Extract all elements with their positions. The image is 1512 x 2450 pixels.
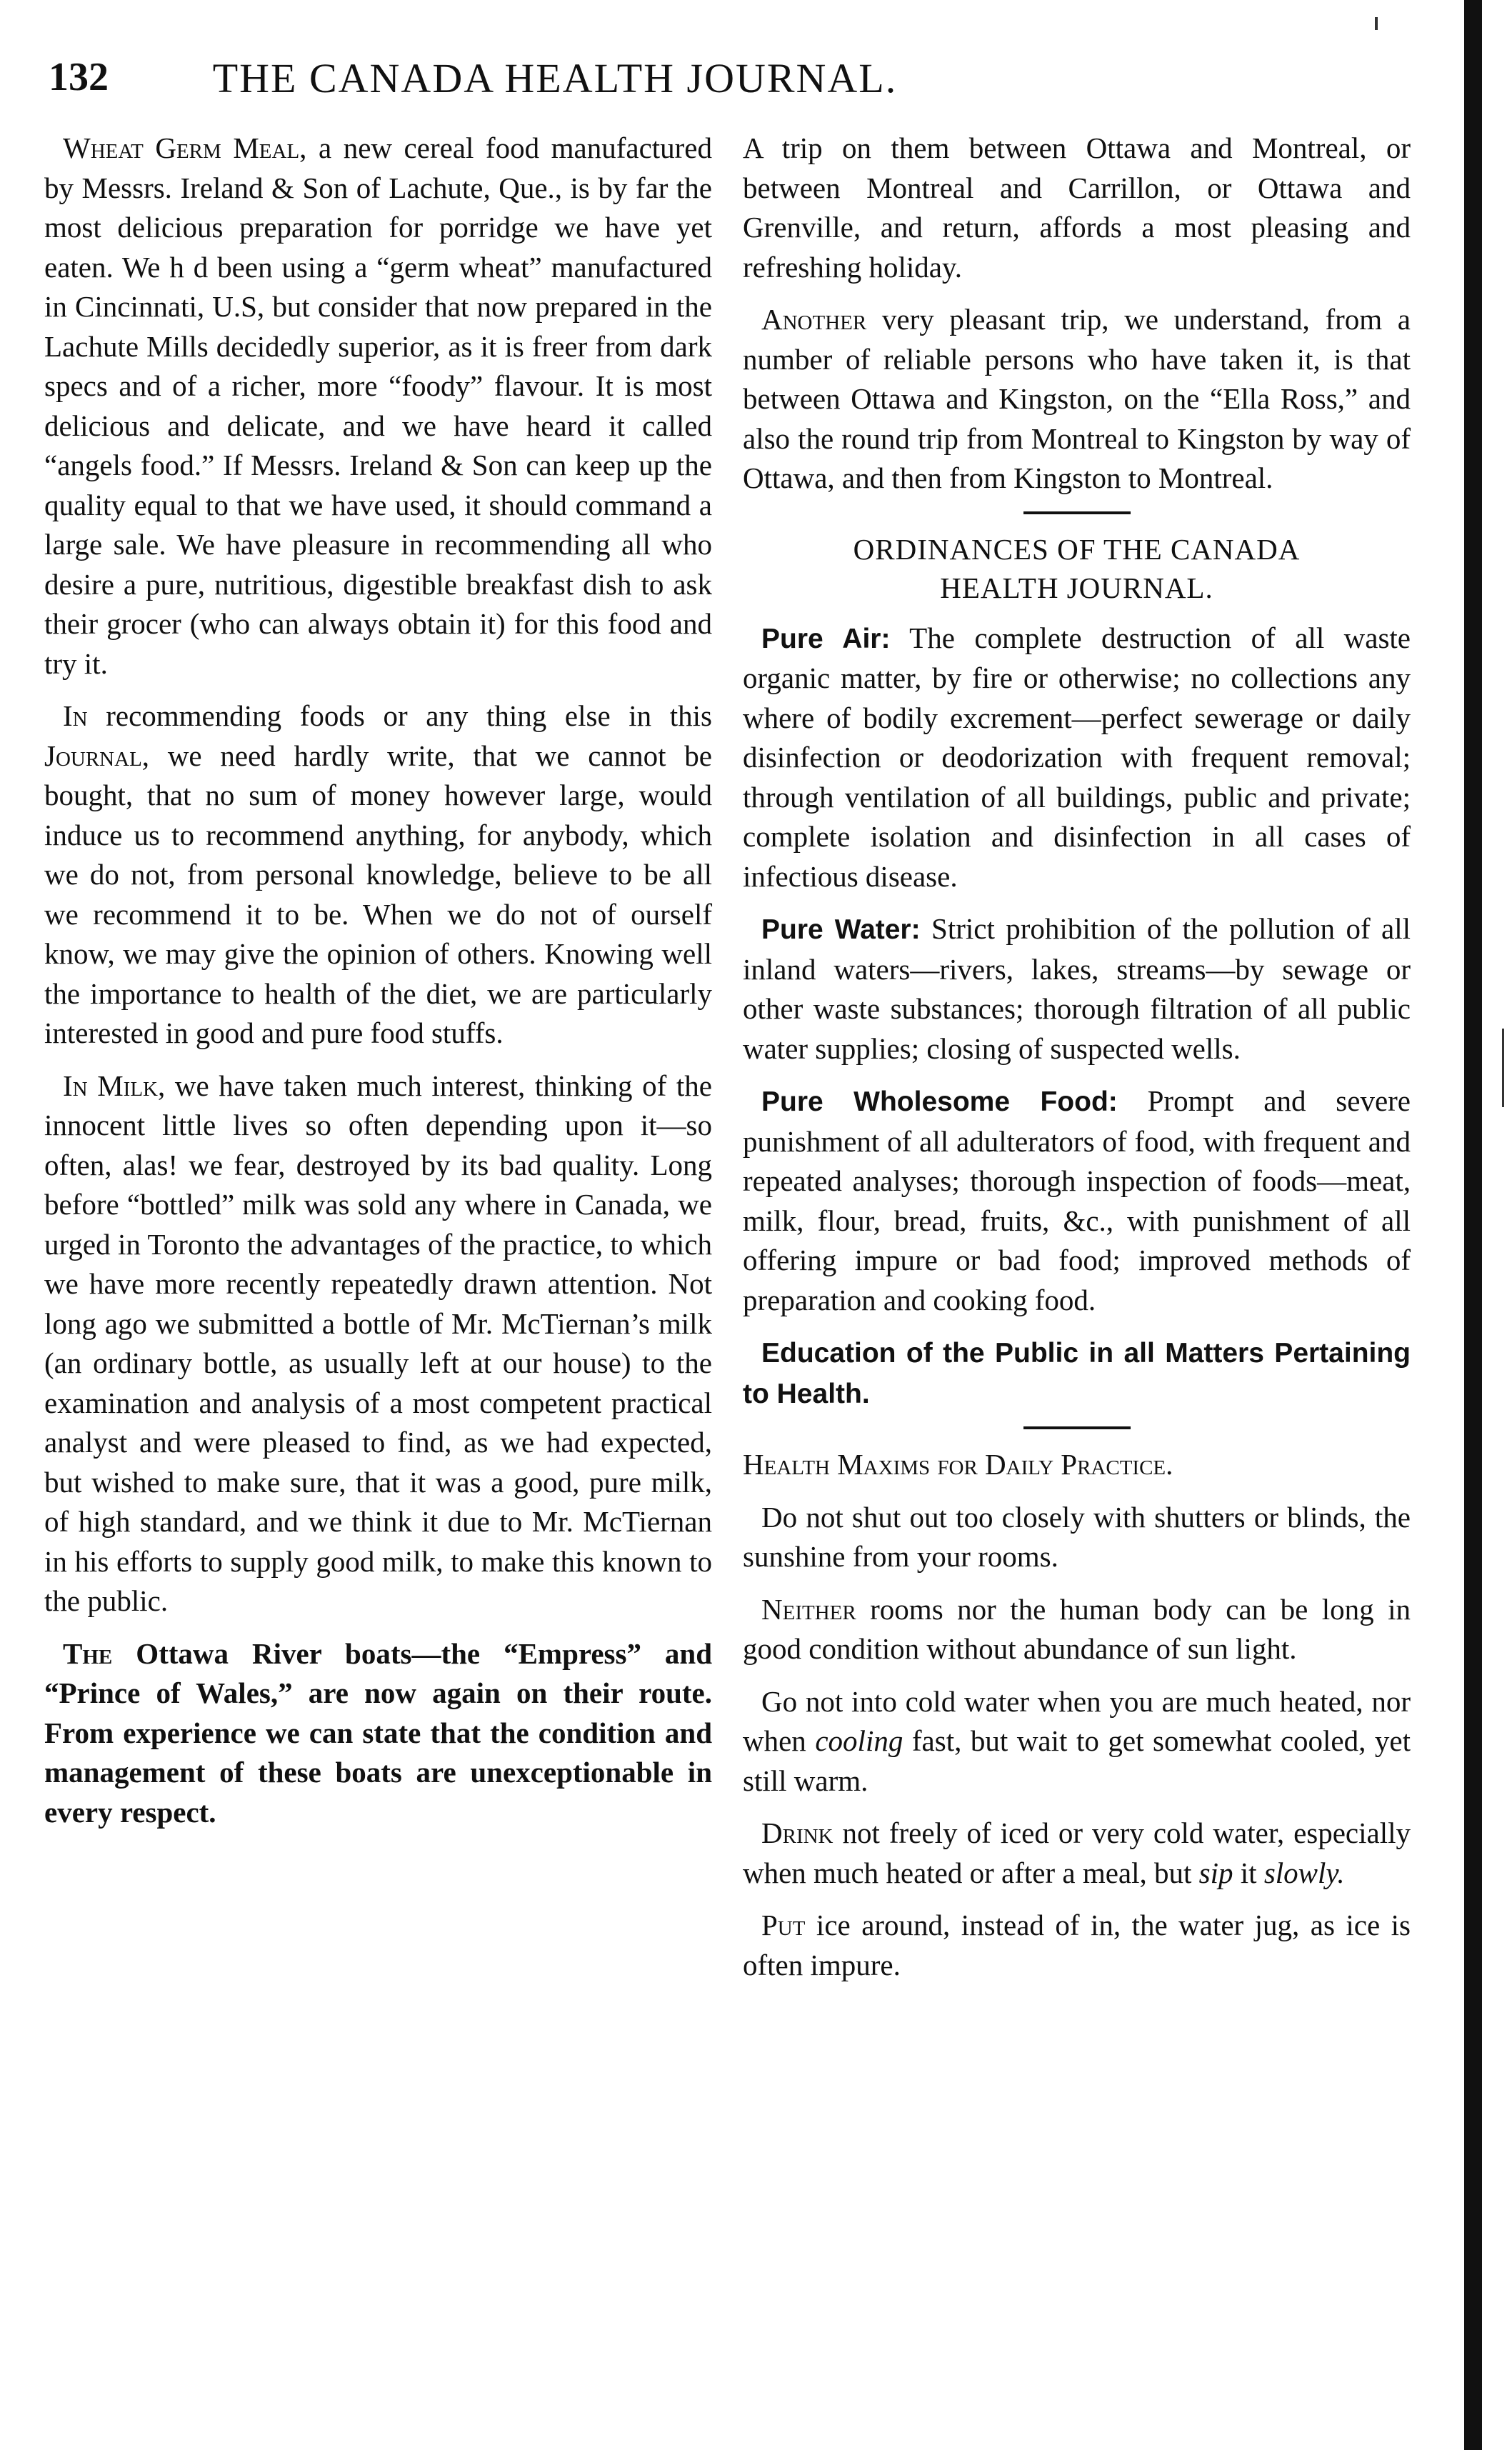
maxim-sip-word: sip	[1198, 1856, 1233, 1889]
ordinance-label: Pure Wholesome Food:	[761, 1086, 1118, 1117]
maxim-cold-water-text-1: Go not into cold water when you are much heated, nor when	[743, 1684, 1411, 1757]
scan-mark	[1502, 1029, 1504, 1107]
boats-body: Ottawa River boats—the “Empress” and “Prince of Wales,” are now again on their route. From experience we can state that the condition and management of these boats are unexceptionable in every respect.	[44, 1636, 712, 1829]
maxim-slowly-word: slowly.	[1263, 1856, 1345, 1889]
right-column	[743, 129, 1411, 1998]
maxim-drink-body-2: it	[1233, 1856, 1264, 1889]
milk-body: we have taken much interest, thinking of the innocent little lives so often depending upon it—so often, alas! we fear, destroyed by its bad quality. Long before “bottled” milk was sold any where in Canada, we urged in Toronto the advantages of the practice, to which we have more recently repeatedly drawn attention. Not long ago we submitted a bottle of Mr. McTiernan’s milk (an ordinary bottle, as usually left at our house) to the examination and analysis of a most competent practical analyst and were pleased to find, as we had expected, but wished to make sure, that it was a good, pure milk, of high standard, and we think it due to Mr. McTiernan in his efforts to supply good milk, to make this known to the public.	[44, 1069, 713, 1617]
maxim-neither-lead: Neither	[761, 1592, 856, 1626]
recommending-body-2: , we need hardly write, that we cannot be bought, that no sum of money however large, would induce us to recommend anything, for anybody, which we do not, from personal knowledge, believe to be all we recommend it to be. When we do not of ourself know, we may give the opinion of others. Knowing well the importance to health of the diet, we are particularly interested in good and pure food stuffs.	[44, 739, 712, 1049]
maxim-put-lead: Put	[761, 1909, 806, 1941]
ordinances-heading	[743, 530, 1411, 607]
another-trip-lead: Another	[761, 303, 867, 336]
maxim-cold-water	[743, 1682, 1411, 1801]
section-divider	[1023, 1426, 1131, 1429]
ordinance-pure-food	[743, 1081, 1411, 1320]
ordinance-label: Pure Air:	[761, 623, 891, 654]
maxim-drink-body-1: not freely of iced or very cold water, especially when much heated or after a meal, but	[743, 1816, 1411, 1889]
page-number: 132	[49, 55, 109, 99]
boats-lead: The	[63, 1636, 113, 1670]
ordinance-text: The complete destruction of all waste organic matter, by fire or otherwise; no collections any where of bodily excrement—perfect sewerage or daily disinfection or deodorization with frequent removal; through ventilation of all buildings, public and private; complete isolation and disinfection in all cases of infectious disease.	[743, 621, 1411, 893]
ordinance-label: Pure Water:	[761, 914, 921, 945]
another-trip-body: very pleasant trip, we understand, from a number of reliable persons who have taken it, is that between Ottawa and Kingston, on the “Ella Ross,” and also the round trip from Montreal to Kingston by way of Ottawa, and then from Kingston to Montreal.	[743, 303, 1411, 494]
maxim-neither	[743, 1590, 1411, 1669]
maxim-drink-lead: Drink	[761, 1816, 833, 1849]
ordinance-education-text: Education of the Public in all Matters Pertaining to Health.	[743, 1338, 1411, 1409]
wheat-germ-body: a new cereal food manufactured by Messrs. Ireland & Son of Lachute, Que., is by far the most delicious preparation for porridge we have yet eaten. We h d been using a “germ wheat” manufactured in Cincinnati, U.S, but consider that now prepared in the Lachute Mills decidedly superior, as it is freer from dark specs and of a richer, more “foody” flavour. It is most delicious and delicate, and we have heard it called “angels food.” If Messrs. Ireland & Son can keep up the quality equal to that we have used, it should command a large sale. We have pleasure in recommending all who desire a pure, nutritious, digestible breakfast dish to ask their grocer (who can always obtain it) for this food and try it.	[44, 131, 713, 680]
ordinance-text: Prompt and severe punishment of all adulterators of food, with frequent and repeated analyses; thorough inspection of foods—meat, milk, flour, bread, fruits, &c., with punishment of all offering impure or bad food; improved methods of preparation and cooking food.	[743, 1084, 1411, 1316]
maxim-shutters: Do not shut out too closely with shutters or blinds, the sunshine from your rooms.	[743, 1500, 1411, 1573]
health-maxims-heading: Health Maxims for Daily Practice.	[743, 1448, 1173, 1481]
maxim-drink	[743, 1814, 1411, 1893]
boats-paragraph	[44, 1634, 712, 1833]
ordinance-pure-air	[743, 619, 1411, 897]
ordinances-heading-line-1: ORDINANCES OF THE CANADA	[853, 532, 1301, 566]
ordinance-text: Strict prohibition of the pollution of all inland waters—rivers, lakes, streams—by sewage or other waste substances; thorough filtration of all public water supplies; closing of suspected wells.	[743, 912, 1411, 1065]
wheat-germ-lead: Wheat Germ Meal,	[63, 131, 307, 164]
page-edge-bar	[1464, 0, 1482, 2450]
journal-title: THE CANADA HEALTH JOURNAL.	[212, 55, 898, 101]
milk-paragraph	[44, 1066, 712, 1621]
scan-mark	[1375, 17, 1378, 30]
recommending-lead: In	[63, 699, 88, 732]
boats-continued-paragraph: A trip on them between Ottawa and Montreal, or between Montreal and Carrillon, or Ottawa and Grenville, and return, affords a most pleasing and refreshing holiday.	[743, 131, 1411, 284]
maxim-cold-water-text-2: fast, but wait to get somewhat cooled, yet still warm.	[743, 1724, 1411, 1797]
maxim-neither-body: rooms nor the human body can be long in good condition without abundance of sun light.	[743, 1592, 1411, 1665]
recommending-body-1: recommending foods or any thing else in this	[87, 699, 712, 732]
ordinance-education	[743, 1333, 1411, 1414]
journal-word: Journal	[44, 739, 142, 772]
section-divider	[1023, 511, 1131, 514]
recommending-paragraph	[44, 696, 712, 1054]
milk-lead: In Milk,	[63, 1069, 166, 1102]
maxim-put-ice	[743, 1906, 1411, 1985]
page-header	[44, 50, 1066, 121]
left-column	[44, 129, 712, 1845]
wheat-germ-paragraph	[44, 129, 712, 684]
maxim-put-body: ice around, instead of in, the water jug, as ice is often impure.	[743, 1909, 1411, 1981]
another-trip-paragraph	[743, 300, 1411, 499]
maxim-cooling-word: cooling	[815, 1724, 903, 1757]
ordinances-heading-line-2: HEALTH JOURNAL.	[940, 571, 1213, 604]
ordinance-pure-water	[743, 909, 1411, 1069]
